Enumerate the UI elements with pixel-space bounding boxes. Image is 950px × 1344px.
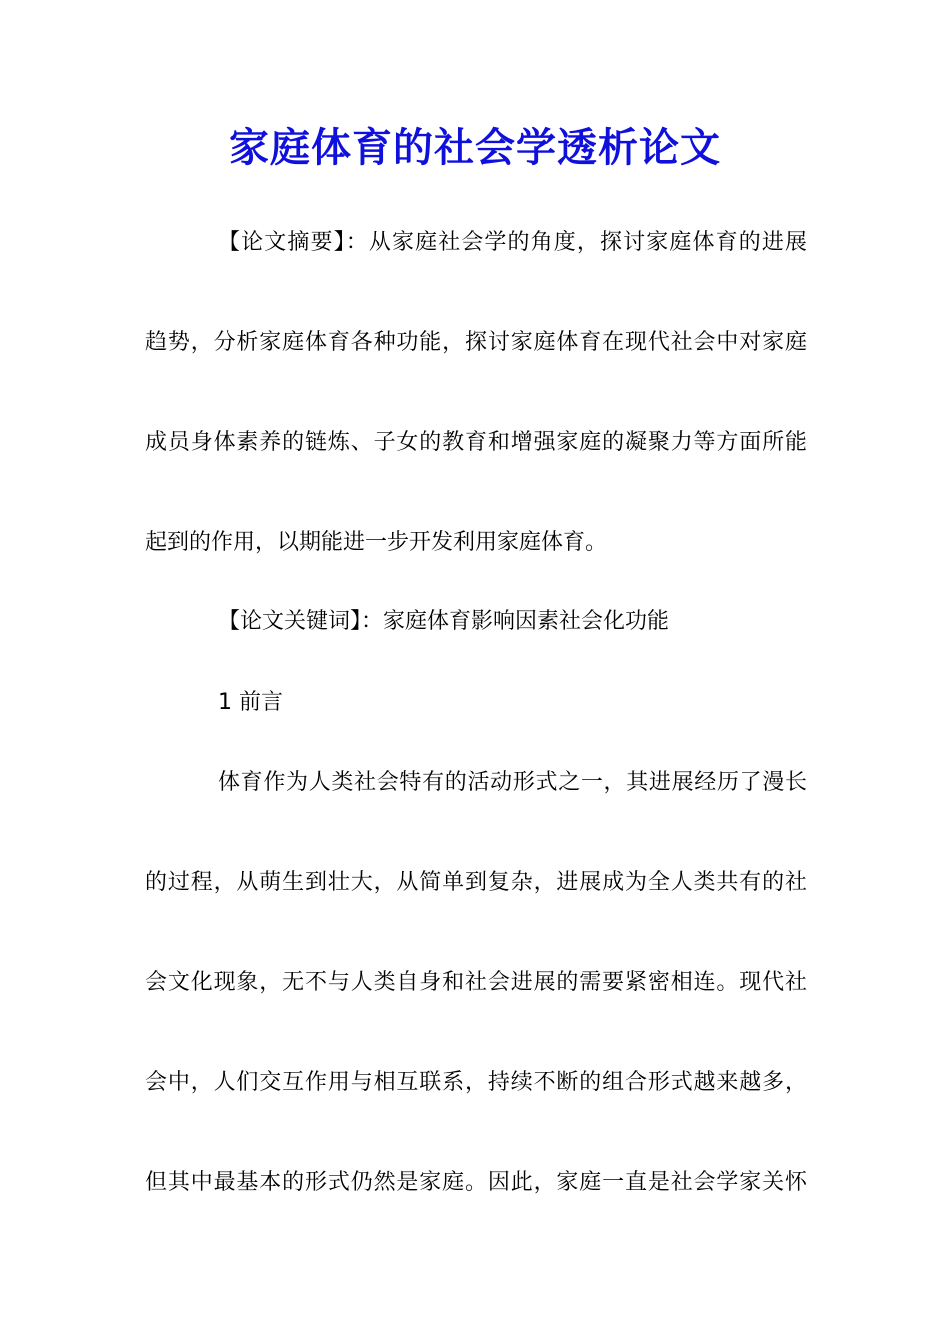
body-line-5: 但其中最基本的形式仍然是家庭。因此，家庭一直是社会学家关怀 xyxy=(145,1170,807,1195)
abstract-line-1: 【论文摘要】：从家庭社会学的角度，探讨家庭体育的进展 xyxy=(218,230,807,255)
abstract-line-3: 成员身体素养的链炼、子女的教育和增强家庭的凝聚力等方面所能 xyxy=(145,430,807,455)
body-line-2: 的过程，从萌生到壮大，从简单到复杂，进展成为全人类共有的社 xyxy=(145,870,807,895)
section-heading: 1 前言 xyxy=(218,690,283,715)
body-line-1: 体育作为人类社会特有的活动形式之一，其进展经历了漫长 xyxy=(218,770,807,795)
body-line-3: 会文化现象，无不与人类自身和社会进展的需要紧密相连。现代社 xyxy=(145,970,807,995)
document-title: 家庭体育的社会学透析论文 xyxy=(229,124,721,171)
abstract-line-2: 趋势，分析家庭体育各种功能，探讨家庭体育在现代社会中对家庭 xyxy=(145,330,807,355)
keywords-line: 【论文关键词】：家庭体育影响因素社会化功能 xyxy=(218,609,670,634)
body-line-4: 会中，人们交互作用与相互联系，持续不断的组合形式越来越多， xyxy=(145,1070,807,1095)
abstract-line-4: 起到的作用，以期能进一步开发利用家庭体育。 xyxy=(145,530,608,555)
